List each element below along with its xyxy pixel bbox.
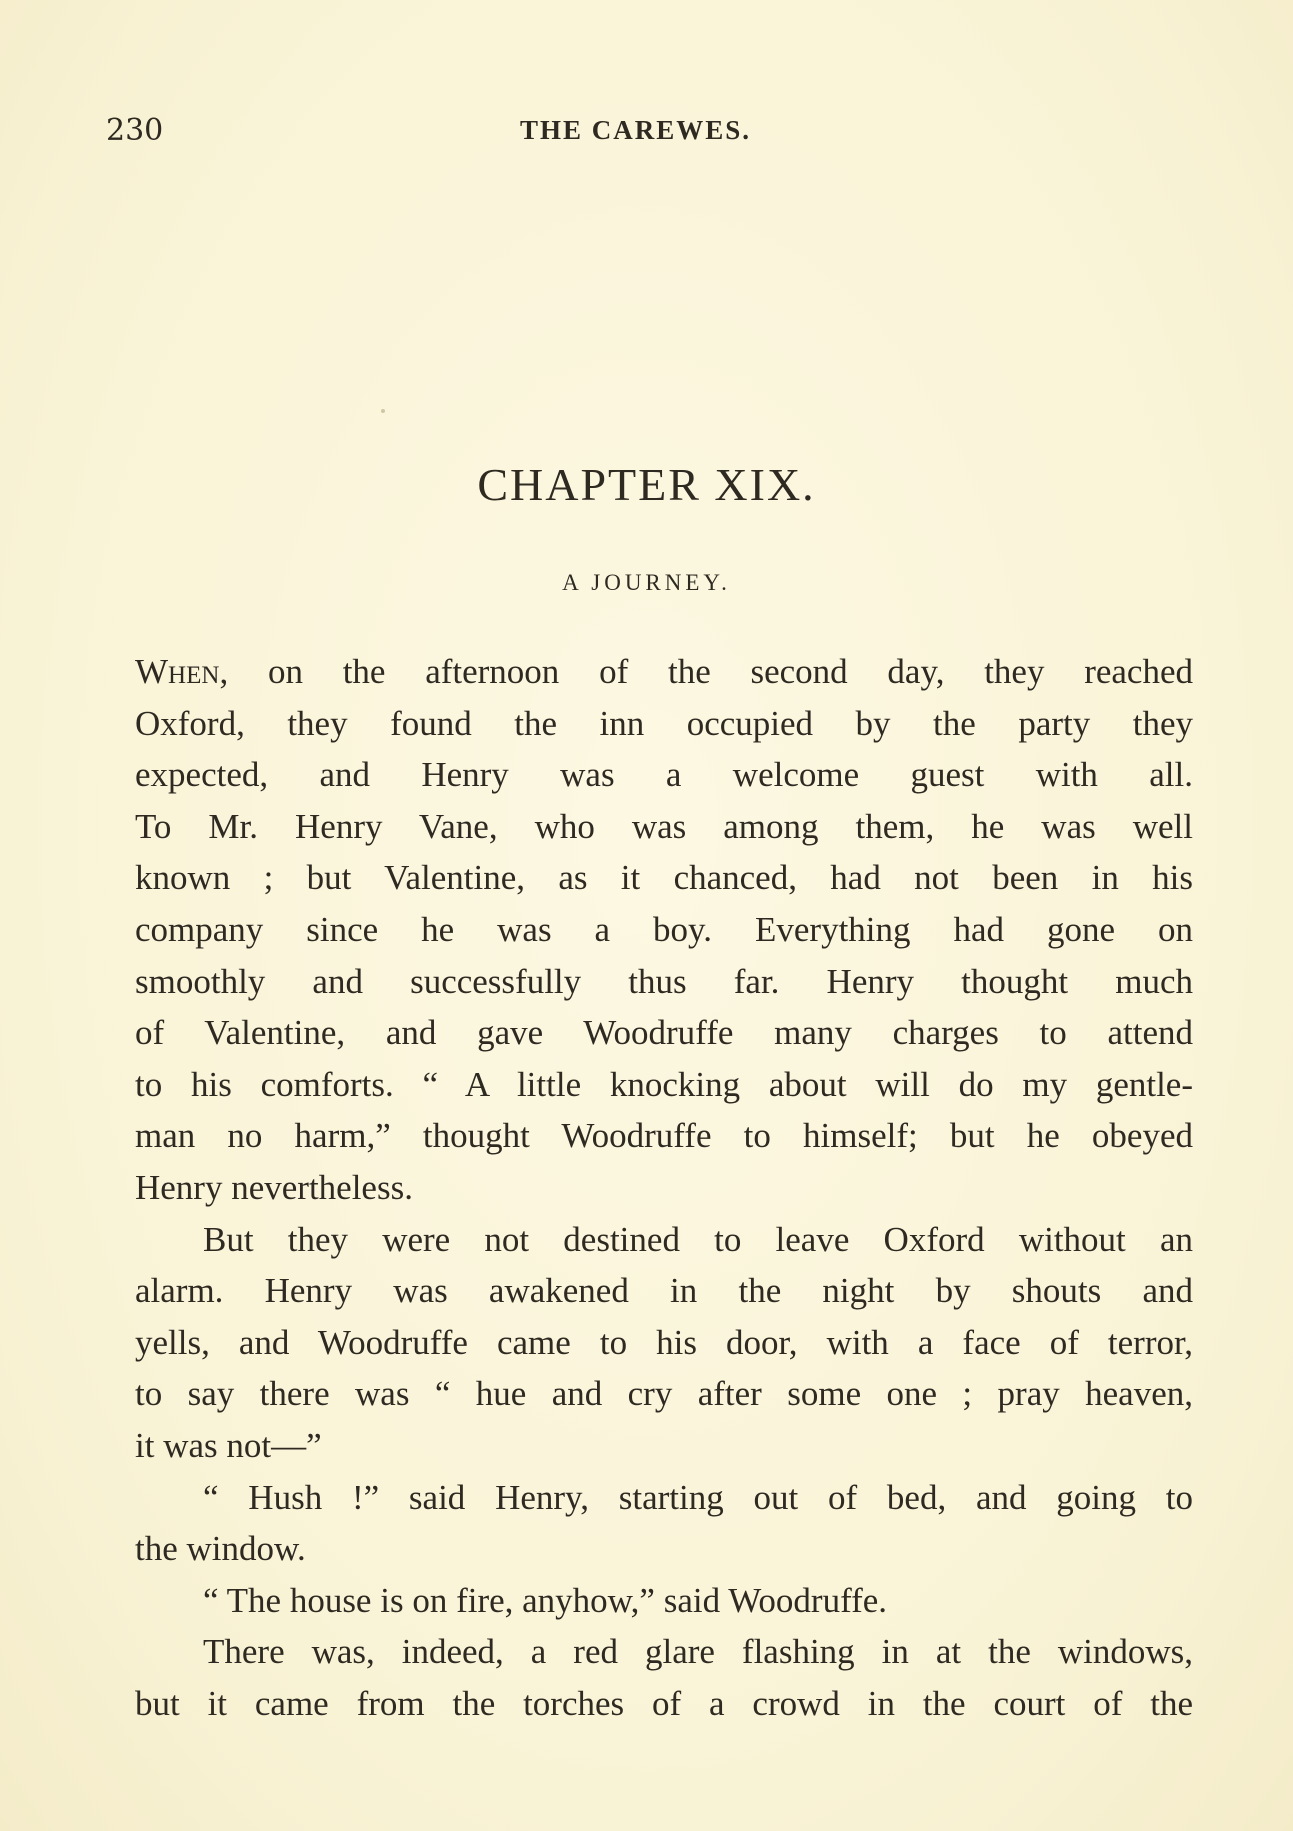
text-line: of Valentine, and gave Woodruffe many charges to attend	[135, 1013, 1193, 1053]
text-line: Henry nevertheless.	[135, 1167, 413, 1207]
chapter-heading: CHAPTER XIX.	[477, 459, 816, 510]
text-line: company since he was a boy. Everything had gone on	[135, 909, 1193, 949]
page-number: 230	[106, 113, 164, 148]
text-line: expected, and Henry was a welcome guest with all.	[135, 755, 1193, 795]
text-line: to his comforts. “ A little knocking about will do my gentle-	[135, 1064, 1193, 1104]
chapter-subtitle: A JOURNEY.	[562, 570, 731, 595]
text-line: When, on the afternoon of the second day, they reached	[135, 652, 1193, 691]
text-line: man no harm,” thought Woodruffe to himself; but he obeyed	[135, 1116, 1193, 1156]
text-line: “ The house is on fire, anyhow,” said Woodruffe.	[203, 1580, 888, 1620]
text-line: Oxford, they found the inn occupied by the party they	[135, 703, 1193, 743]
text-line: yells, and Woodruffe came to his door, with a face of terror,	[135, 1322, 1193, 1362]
text-line: to say there was “ hue and cry after some one ; pray heaven,	[135, 1374, 1193, 1414]
text-line: To Mr. Henry Vane, who was among them, he was well	[135, 806, 1193, 846]
text-line: but it came from the torches of a crowd in the court of the	[135, 1683, 1193, 1723]
text-line: known ; but Valentine, as it chanced, had not been in his	[135, 858, 1193, 898]
text-line: it was not—”	[135, 1425, 322, 1465]
text-line: “ Hush !” said Henry, starting out of bed, and going to	[203, 1477, 1193, 1517]
book-title: THE CAREWES.	[520, 115, 752, 145]
body-text	[135, 646, 1193, 1729]
paper-speck	[381, 409, 385, 413]
text-line: alarm. Henry was awakened in the night by shouts and	[135, 1271, 1193, 1311]
running-head	[106, 113, 1186, 153]
text-line: the window.	[135, 1529, 306, 1569]
text-line: smoothly and successfully thus far. Henry thought much	[135, 961, 1193, 1001]
text-line: But they were not destined to leave Oxford without an	[203, 1219, 1193, 1259]
text-line: There was, indeed, a red glare flashing in at the windows,	[203, 1632, 1193, 1672]
